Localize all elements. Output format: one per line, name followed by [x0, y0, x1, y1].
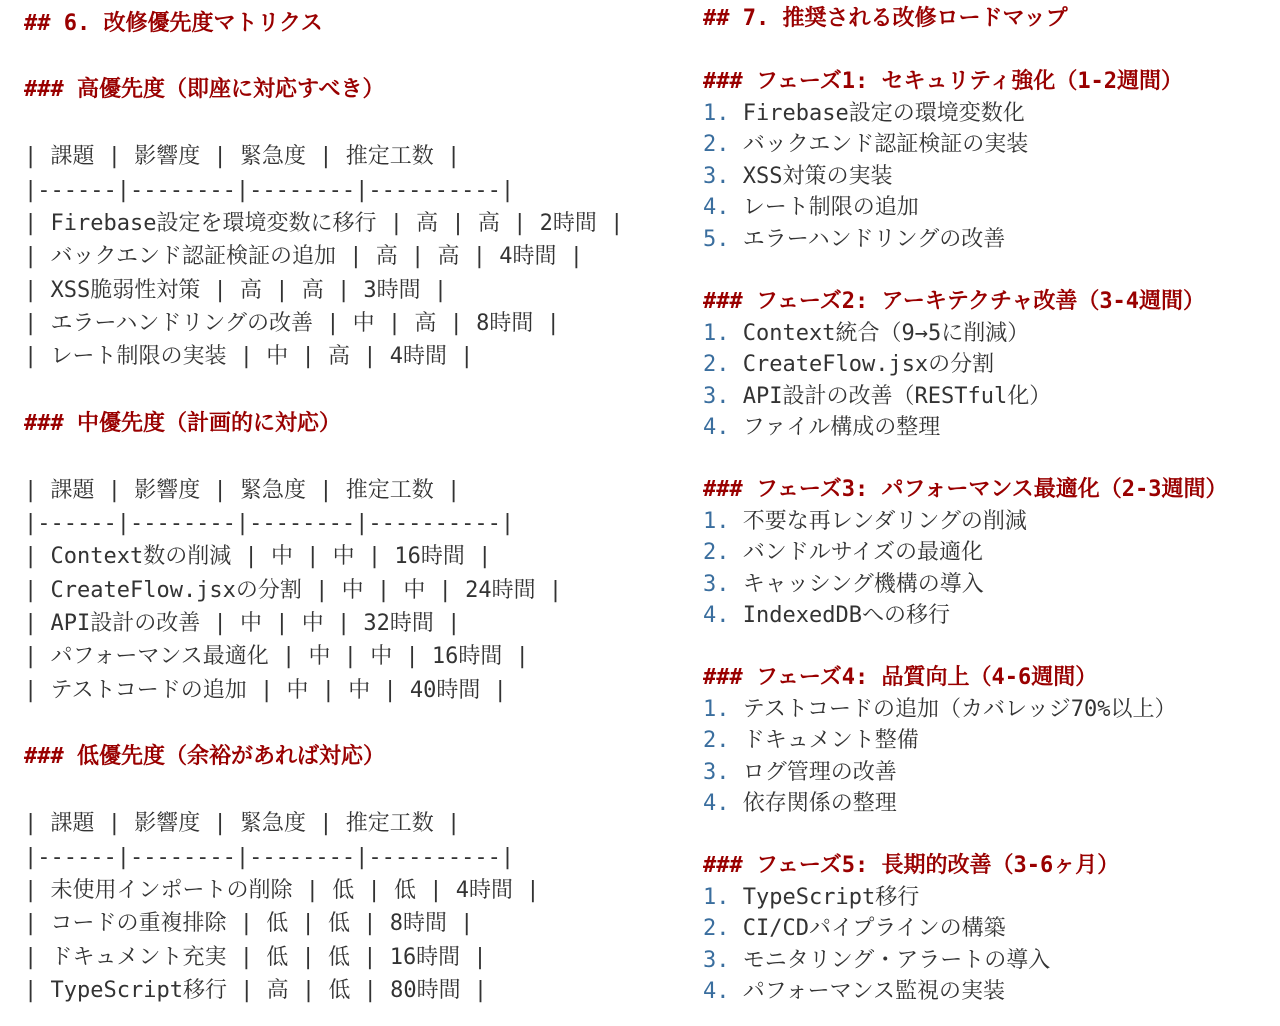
- table-row: | Firebase設定を環境変数に移行 | 高 | 高 | 2時間 |: [24, 211, 624, 236]
- list-item-text: IndexedDBへの移行: [742, 603, 950, 628]
- list-number: 4.: [703, 979, 730, 1004]
- list-item: [703, 224, 1005, 256]
- list-number: 1.: [703, 885, 730, 910]
- table-row: | CreateFlow.jsxの分割 | 中 | 中 | 24時間 |: [24, 578, 563, 603]
- medium-table-header: | 課題 | 影響度 | 緊急度 | 推定工数 |: [24, 478, 461, 503]
- list-item-text: CreateFlow.jsxの分割: [742, 352, 995, 377]
- low-table-header: | 課題 | 影響度 | 緊急度 | 推定工数 |: [24, 811, 461, 836]
- list-item-text: 不要な再レンダリングの削減: [742, 509, 1027, 534]
- list-item: [703, 976, 1005, 1008]
- list-item: [703, 788, 897, 820]
- low-priority-heading: ### 低優先度（余裕があれば対応）: [24, 744, 385, 769]
- list-number: 1.: [703, 697, 730, 722]
- high-priority-heading: ### 高優先度（即座に対応すべき）: [24, 77, 385, 102]
- list-item-text: API設計の改善（RESTful化）: [742, 384, 1052, 409]
- table-row: | API設計の改善 | 中 | 中 | 32時間 |: [24, 611, 461, 636]
- list-number: 4.: [703, 791, 730, 816]
- list-item: [703, 882, 919, 914]
- list-item: [703, 913, 1006, 945]
- table-row: | コードの重複排除 | 低 | 低 | 8時間 |: [24, 911, 474, 936]
- list-item-text: CI/CDパイプラインの構築: [742, 916, 1006, 941]
- list-number: 3.: [703, 948, 730, 973]
- list-item-text: エラーハンドリングの改善: [742, 227, 1006, 252]
- list-number: 4.: [703, 195, 730, 220]
- list-number: 2.: [703, 728, 730, 753]
- list-item-text: パフォーマンス監視の実装: [742, 979, 1005, 1004]
- list-item: [703, 945, 1050, 977]
- list-item: [703, 349, 994, 381]
- list-number: 2.: [703, 132, 730, 157]
- table-row: | バックエンド認証検証の追加 | 高 | 高 | 4時間 |: [24, 244, 583, 269]
- list-item: [703, 161, 893, 193]
- list-number: 4.: [703, 603, 730, 628]
- list-item-text: 依存関係の整理: [742, 791, 897, 816]
- table-row: | パフォーマンス最適化 | 中 | 中 | 16時間 |: [24, 644, 529, 669]
- table-row: | XSS脆弱性対策 | 高 | 高 | 3時間 |: [24, 278, 448, 303]
- list-number: 2.: [703, 352, 730, 377]
- list-item: [703, 694, 1177, 726]
- section-6-title: ## 6. 改修優先度マトリクス: [24, 11, 323, 36]
- list-item: [703, 569, 984, 601]
- list-item: [703, 381, 1051, 413]
- table-row: | Context数の削減 | 中 | 中 | 16時間 |: [24, 544, 492, 569]
- medium-priority-heading: ### 中優先度（計画的に対応）: [24, 411, 341, 436]
- list-item-text: Context統合（9→5に削減）: [742, 321, 1030, 346]
- phase-1-heading: ### フェーズ1: セキュリティ強化（1-2週間）: [703, 69, 1184, 94]
- list-item-text: ログ管理の改善: [742, 760, 897, 785]
- list-item: [703, 318, 1029, 350]
- table-row: | テストコードの追加 | 中 | 中 | 40時間 |: [24, 678, 507, 703]
- list-item-text: TypeScript移行: [742, 885, 920, 910]
- list-item-text: キャッシング機構の導入: [742, 572, 984, 597]
- list-item-text: レート制限の追加: [742, 195, 919, 220]
- list-item-text: ファイル構成の整理: [742, 415, 941, 440]
- phase-5-heading: ### フェーズ5: 長期的改善（3-6ヶ月）: [703, 853, 1120, 878]
- low-table-separator: |------|--------|--------|----------|: [24, 845, 515, 870]
- list-number: 3.: [703, 760, 730, 785]
- list-number: 1.: [703, 509, 730, 534]
- list-number: 1.: [703, 321, 730, 346]
- list-item: [703, 725, 919, 757]
- list-number: 3.: [703, 572, 730, 597]
- list-number: 1.: [703, 101, 730, 126]
- table-row: | TypeScript移行 | 高 | 低 | 80時間 |: [24, 978, 488, 1003]
- section-7-title: ## 7. 推奨される改修ロードマップ: [703, 6, 1068, 31]
- phase-3-heading: ### フェーズ3: パフォーマンス最適化（2-3週間）: [703, 477, 1228, 502]
- list-item: [703, 757, 897, 789]
- list-item: [703, 600, 950, 632]
- table-row: | 未使用インポートの削除 | 低 | 低 | 4時間 |: [24, 878, 540, 903]
- high-table-header: | 課題 | 影響度 | 緊急度 | 推定工数 |: [24, 144, 461, 169]
- phase-2-heading: ### フェーズ2: アーキテクチャ改善（3-4週間）: [703, 289, 1206, 314]
- list-item-text: モニタリング・アラートの導入: [742, 948, 1051, 973]
- list-item-text: バックエンド認証検証の実装: [742, 132, 1029, 157]
- list-number: 3.: [703, 164, 730, 189]
- medium-table-separator: |------|--------|--------|----------|: [24, 511, 515, 536]
- list-item: [703, 412, 940, 444]
- list-item: [703, 192, 919, 224]
- phase-4-heading: ### フェーズ4: 品質向上（4-6週間）: [703, 665, 1098, 690]
- list-number: 4.: [703, 415, 730, 440]
- list-number: 2.: [703, 540, 730, 565]
- list-item-text: XSS対策の実装: [742, 164, 893, 189]
- list-number: 2.: [703, 916, 730, 941]
- list-number: 3.: [703, 384, 730, 409]
- list-item-text: バンドルサイズの最適化: [742, 540, 983, 565]
- table-row: | エラーハンドリングの改善 | 中 | 高 | 8時間 |: [24, 311, 560, 336]
- list-item: [703, 537, 983, 569]
- table-row: | ドキュメント充実 | 低 | 低 | 16時間 |: [24, 945, 487, 970]
- list-number: 5.: [703, 227, 730, 252]
- table-row: | レート制限の実装 | 中 | 高 | 4時間 |: [24, 344, 474, 369]
- list-item-text: ドキュメント整備: [742, 728, 919, 753]
- high-table-separator: |------|--------|--------|----------|: [24, 178, 515, 203]
- list-item-text: テストコードの追加（カバレッジ70%以上）: [742, 697, 1177, 722]
- list-item-text: Firebase設定の環境変数化: [742, 101, 1025, 126]
- list-item: [703, 506, 1027, 538]
- list-item: [703, 98, 1025, 130]
- list-item: [703, 129, 1028, 161]
